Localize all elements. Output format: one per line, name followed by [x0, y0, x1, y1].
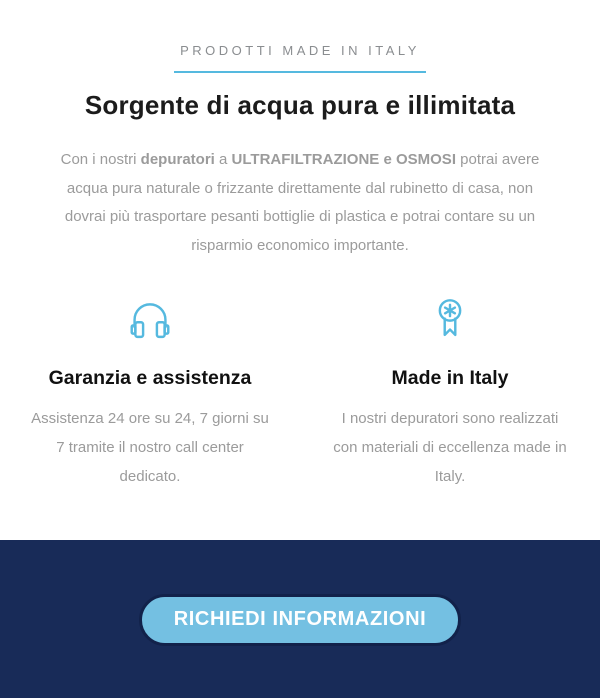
intro-text-segment: Con i nostri	[60, 151, 141, 168]
intro-bold-ultrafiltrazione-osmosi: ULTRAFILTRAZIONE e OSMOSI	[231, 151, 456, 168]
cta-section	[0, 540, 600, 698]
eyebrow-label: PRODOTTI MADE IN ITALY	[174, 43, 426, 73]
feature-text-garanzia: Assistenza 24 ore su 24, 7 giorni su 7 tramite il nostro call center dedicato.	[31, 410, 269, 485]
feature-garanzia-assistenza	[0, 293, 300, 491]
feature-title-made-in-italy: Made in Italy	[391, 367, 509, 389]
features-row	[0, 293, 600, 491]
headphones-icon	[124, 293, 176, 345]
richiedi-informazioni-button[interactable]: RICHIEDI INFORMAZIONI	[139, 594, 462, 646]
intro-text-segment: a	[214, 151, 232, 168]
hero-section	[0, 0, 600, 260]
award-ribbon-icon	[424, 293, 476, 345]
feature-text-made-in-italy: I nostri depuratori sono realizzati con materiali di eccellenza made in Italy.	[333, 410, 567, 485]
feature-made-in-italy	[300, 293, 600, 491]
intro-text-segment: potrai avere acqua pura naturale o frizzante direttamente dal rubinetto di casa, non dovrai più trasportare pesanti bottiglie di plastica e potrai contare su un risparmio economico importante.	[64, 151, 540, 254]
feature-title-garanzia: Garanzia e assistenza	[48, 367, 252, 389]
intro-paragraph	[48, 146, 553, 260]
page-title: Sorgente di acqua pura e illimitata	[84, 90, 516, 120]
intro-bold-depuratori: depuratori	[140, 151, 215, 168]
